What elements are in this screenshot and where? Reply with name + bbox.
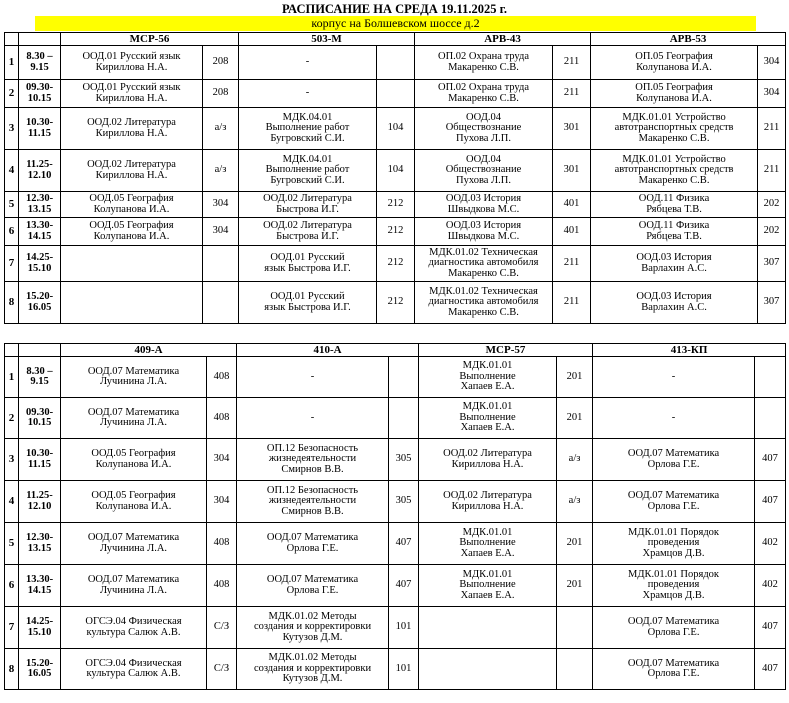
lesson-room: 304 [758, 46, 786, 80]
lesson-subject: ОГСЭ.04 Физическая культура Салюк А.В. [61, 607, 207, 649]
lesson-subject: - [593, 398, 755, 439]
lesson-subject: ООД.05 География Колупанова И.А. [61, 439, 207, 481]
lesson-room [203, 282, 239, 324]
lesson-subject: - [239, 80, 377, 108]
table-row [5, 649, 786, 690]
lesson-room: а/з [203, 150, 239, 192]
lesson-room: 407 [755, 439, 786, 481]
lesson-subject: МДК.01.02 Техническая диагностика автомобиля Макаренко С.В. [415, 282, 553, 324]
lesson-subject: МДК.04.01 Выполнение работ Бугровский С.И. [239, 150, 377, 192]
lesson-room: 408 [207, 565, 237, 607]
lesson-room: 402 [755, 523, 786, 565]
lesson-subject: ООД.03 История Швыдкова М.С. [415, 192, 553, 218]
lesson-room: 101 [389, 607, 419, 649]
lesson-room [389, 398, 419, 439]
lesson-subject [61, 282, 203, 324]
lesson-room: 407 [389, 565, 419, 607]
lesson-subject: - [237, 357, 389, 398]
lesson-room: 305 [389, 481, 419, 523]
group-header: АРВ-43 [415, 33, 591, 46]
lesson-room: 401 [553, 192, 591, 218]
lesson-subject: МДК.01.02 Методы создания и корректировки Кутузов Д.М. [237, 649, 389, 690]
lesson-subject: МДК.01.01 Устройство автотранспортных средств Макаренко С.В. [591, 108, 758, 150]
table-row [5, 80, 786, 108]
lesson-room: С/З [207, 607, 237, 649]
lesson-time: 11.25- 12.10 [19, 150, 61, 192]
lesson-subject: ООД.01 Русский язык Быстрова И.Г. [239, 282, 377, 324]
lesson-subject: ООД.03 История Швыдкова М.С. [415, 218, 553, 246]
lesson-subject: ООД.03 История Варлахин А.С. [591, 246, 758, 282]
lesson-subject: ООД.07 Математика Орлова Г.Е. [593, 649, 755, 690]
group-header: МСР-57 [419, 344, 593, 357]
lesson-number: 2 [5, 398, 19, 439]
lesson-subject: ООД.01 Русский язык Кириллова Н.А. [61, 46, 203, 80]
lesson-number: 3 [5, 439, 19, 481]
lesson-room: 201 [557, 523, 593, 565]
lesson-subject: ООД.05 География Колупанова И.А. [61, 481, 207, 523]
lesson-subject: ОГСЭ.04 Физическая культура Салюк А.В. [61, 649, 207, 690]
header-time [19, 344, 61, 357]
lesson-time: 13.30- 14.15 [19, 218, 61, 246]
lesson-subject: ООД.02 Литература Кириллова Н.А. [419, 481, 557, 523]
lesson-time: 12.30- 13.15 [19, 523, 61, 565]
lesson-room: 211 [553, 46, 591, 80]
lesson-room: 305 [389, 439, 419, 481]
lesson-room: 104 [377, 150, 415, 192]
lesson-number: 4 [5, 481, 19, 523]
header-time [19, 33, 61, 46]
group-header: 413-КП [593, 344, 786, 357]
lesson-number: 7 [5, 607, 19, 649]
group-header: 410-А [237, 344, 419, 357]
building-subtitle: корпус на Болшевском шоссе д.2 [35, 16, 756, 31]
lesson-subject: ОП.12 Безопасность жизнедеятельности Смирнов В.В. [237, 481, 389, 523]
lesson-subject: - [237, 398, 389, 439]
lesson-time: 8.30 – 9.15 [19, 46, 61, 80]
lesson-room: 402 [755, 565, 786, 607]
lesson-room: С/З [207, 649, 237, 690]
table-row [5, 398, 786, 439]
lesson-room: 408 [207, 357, 237, 398]
lesson-subject [61, 246, 203, 282]
lesson-subject: ООД.01 Русский язык Быстрова И.Г. [239, 246, 377, 282]
lesson-subject: МДК.04.01 Выполнение работ Бугровский С.И. [239, 108, 377, 150]
lesson-room [377, 80, 415, 108]
lesson-subject: ООД.11 Физика Рябцева Т.В. [591, 218, 758, 246]
schedule-table-2 [4, 343, 786, 690]
lesson-subject: ОП.05 География Колупанова И.А. [591, 46, 758, 80]
lesson-subject: ОП.02 Охрана труда Макаренко С.В. [415, 46, 553, 80]
lesson-time: 10.30- 11.15 [19, 439, 61, 481]
lesson-subject: ООД.02 Литература Кириллова Н.А. [61, 108, 203, 150]
lesson-subject: ООД.07 Математика Орлова Г.Е. [593, 439, 755, 481]
lesson-number: 1 [5, 46, 19, 80]
table-row [5, 607, 786, 649]
table-row [5, 46, 786, 80]
lesson-subject: ООД.07 Математика Орлова Г.Е. [593, 607, 755, 649]
lesson-room: 408 [207, 523, 237, 565]
lesson-room: 304 [207, 439, 237, 481]
lesson-number: 6 [5, 218, 19, 246]
table-row [5, 565, 786, 607]
table-row [5, 108, 786, 150]
lesson-room: 307 [758, 282, 786, 324]
lesson-room: 407 [389, 523, 419, 565]
lesson-room: 101 [389, 649, 419, 690]
lesson-room: 212 [377, 246, 415, 282]
lesson-room: 301 [553, 108, 591, 150]
lesson-subject: ООД.01 Русский язык Кириллова Н.А. [61, 80, 203, 108]
group-header: 503-М [239, 33, 415, 46]
lesson-room: 212 [377, 192, 415, 218]
lesson-room: 307 [758, 246, 786, 282]
lesson-room: 211 [758, 108, 786, 150]
group-header: АРВ-53 [591, 33, 786, 46]
lesson-number: 5 [5, 192, 19, 218]
lesson-subject: ООД.02 Литература Кириллова Н.А. [419, 439, 557, 481]
table-row [5, 282, 786, 324]
lesson-room: 212 [377, 282, 415, 324]
lesson-subject: МДК.01.01 Выполнение Хапаев Е.А. [419, 565, 557, 607]
lesson-subject: МДК.01.01 Порядок проведения Храмцов Д.В. [593, 523, 755, 565]
group-header: МСР-56 [61, 33, 239, 46]
lesson-subject: ООД.07 Математика Орлова Г.Е. [237, 523, 389, 565]
lesson-subject: ООД.07 Математика Лучинина Л.А. [61, 357, 207, 398]
lesson-subject: ООД.03 История Варлахин А.С. [591, 282, 758, 324]
lesson-subject: ООД.05 География Колупанова И.А. [61, 192, 203, 218]
table-row [5, 439, 786, 481]
lesson-room [755, 398, 786, 439]
lesson-subject: МДК.01.01 Выполнение Хапаев Е.А. [419, 398, 557, 439]
lesson-subject: ОП.05 География Колупанова И.А. [591, 80, 758, 108]
lesson-room: 304 [207, 481, 237, 523]
lesson-room [377, 46, 415, 80]
header-number [5, 33, 19, 46]
lesson-room: 304 [203, 192, 239, 218]
lesson-room [203, 246, 239, 282]
lesson-subject: ООД.02 Литература Быстрова И.Г. [239, 192, 377, 218]
group-header: 409-А [61, 344, 237, 357]
lesson-room: 304 [758, 80, 786, 108]
lesson-subject: ООД.07 Математика Орлова Г.Е. [593, 481, 755, 523]
table-row [5, 481, 786, 523]
lesson-subject: - [593, 357, 755, 398]
table-header-row [5, 33, 786, 46]
lesson-room: 211 [553, 282, 591, 324]
lesson-number: 4 [5, 150, 19, 192]
lesson-room: 407 [755, 649, 786, 690]
lesson-subject: ООД.07 Математика Орлова Г.Е. [237, 565, 389, 607]
lesson-subject [419, 607, 557, 649]
lesson-room: 201 [557, 565, 593, 607]
lesson-room [557, 607, 593, 649]
table-row [5, 150, 786, 192]
lesson-subject: ООД.04 Обществознание Пухова Л.П. [415, 108, 553, 150]
lesson-room: 202 [758, 192, 786, 218]
lesson-number: 7 [5, 246, 19, 282]
lesson-subject: МДК.01.02 Техническая диагностика автомобиля Макаренко С.В. [415, 246, 553, 282]
table-header-row [5, 344, 786, 357]
lesson-time: 15.20- 16.05 [19, 649, 61, 690]
header-number [5, 344, 19, 357]
lesson-subject: ООД.07 Математика Лучинина Л.А. [61, 523, 207, 565]
lesson-room: 212 [377, 218, 415, 246]
lesson-subject: ООД.07 Математика Лучинина Л.А. [61, 398, 207, 439]
lesson-subject: ООД.05 География Колупанова И.А. [61, 218, 203, 246]
lesson-subject: МДК.01.02 Методы создания и корректировки Кутузов Д.М. [237, 607, 389, 649]
lesson-time: 12.30- 13.15 [19, 192, 61, 218]
lesson-number: 8 [5, 649, 19, 690]
lesson-room: а/з [557, 481, 593, 523]
lesson-room: 408 [207, 398, 237, 439]
lesson-room: 208 [203, 80, 239, 108]
schedule-table-1 [4, 32, 786, 324]
lesson-room: 211 [553, 80, 591, 108]
lesson-subject: ООД.07 Математика Лучинина Л.А. [61, 565, 207, 607]
lesson-room: 211 [553, 246, 591, 282]
lesson-room: 304 [203, 218, 239, 246]
table-row [5, 357, 786, 398]
lesson-subject: - [239, 46, 377, 80]
table-row [5, 246, 786, 282]
lesson-subject: ОП.12 Безопасность жизнедеятельности Смирнов В.В. [237, 439, 389, 481]
lesson-time: 15.20- 16.05 [19, 282, 61, 324]
lesson-subject: ООД.02 Литература Кириллова Н.А. [61, 150, 203, 192]
lesson-room: а/з [203, 108, 239, 150]
lesson-time: 09.30- 10.15 [19, 80, 61, 108]
lesson-number: 1 [5, 357, 19, 398]
lesson-subject [419, 649, 557, 690]
table-row [5, 523, 786, 565]
lesson-subject: ОП.02 Охрана труда Макаренко С.В. [415, 80, 553, 108]
lesson-time: 14.25- 15.10 [19, 607, 61, 649]
lesson-subject: ООД.11 Физика Рябцева Т.В. [591, 192, 758, 218]
lesson-time: 13.30- 14.15 [19, 565, 61, 607]
lesson-number: 6 [5, 565, 19, 607]
lesson-room [557, 649, 593, 690]
lesson-subject: МДК.01.01 Порядок проведения Храмцов Д.В. [593, 565, 755, 607]
lesson-room: 104 [377, 108, 415, 150]
lesson-subject: МДК.01.01 Устройство автотранспортных средств Макаренко С.В. [591, 150, 758, 192]
lesson-subject: МДК.01.01 Выполнение Хапаев Е.А. [419, 523, 557, 565]
lesson-time: 11.25- 12.10 [19, 481, 61, 523]
lesson-room: 211 [758, 150, 786, 192]
lesson-time: 09.30- 10.15 [19, 398, 61, 439]
lesson-room: 301 [553, 150, 591, 192]
lesson-number: 3 [5, 108, 19, 150]
table-row [5, 218, 786, 246]
lesson-room: а/з [557, 439, 593, 481]
lesson-number: 2 [5, 80, 19, 108]
lesson-time: 14.25- 15.10 [19, 246, 61, 282]
lesson-room: 201 [557, 357, 593, 398]
lesson-room: 407 [755, 481, 786, 523]
lesson-subject: МДК.01.01 Выполнение Хапаев Е.А. [419, 357, 557, 398]
table-row [5, 192, 786, 218]
lesson-time: 10.30- 11.15 [19, 108, 61, 150]
lesson-subject: ООД.04 Обществознание Пухова Л.П. [415, 150, 553, 192]
lesson-room: 202 [758, 218, 786, 246]
lesson-room [389, 357, 419, 398]
lesson-room [755, 357, 786, 398]
lesson-room: 407 [755, 607, 786, 649]
lesson-time: 8.30 – 9.15 [19, 357, 61, 398]
lesson-subject: ООД.02 Литература Быстрова И.Г. [239, 218, 377, 246]
lesson-room: 208 [203, 46, 239, 80]
lesson-room: 201 [557, 398, 593, 439]
lesson-number: 5 [5, 523, 19, 565]
lesson-room: 401 [553, 218, 591, 246]
lesson-number: 8 [5, 282, 19, 324]
page-title: РАСПИСАНИЕ НА СРЕДА 19.11.2025 г. [282, 2, 507, 16]
